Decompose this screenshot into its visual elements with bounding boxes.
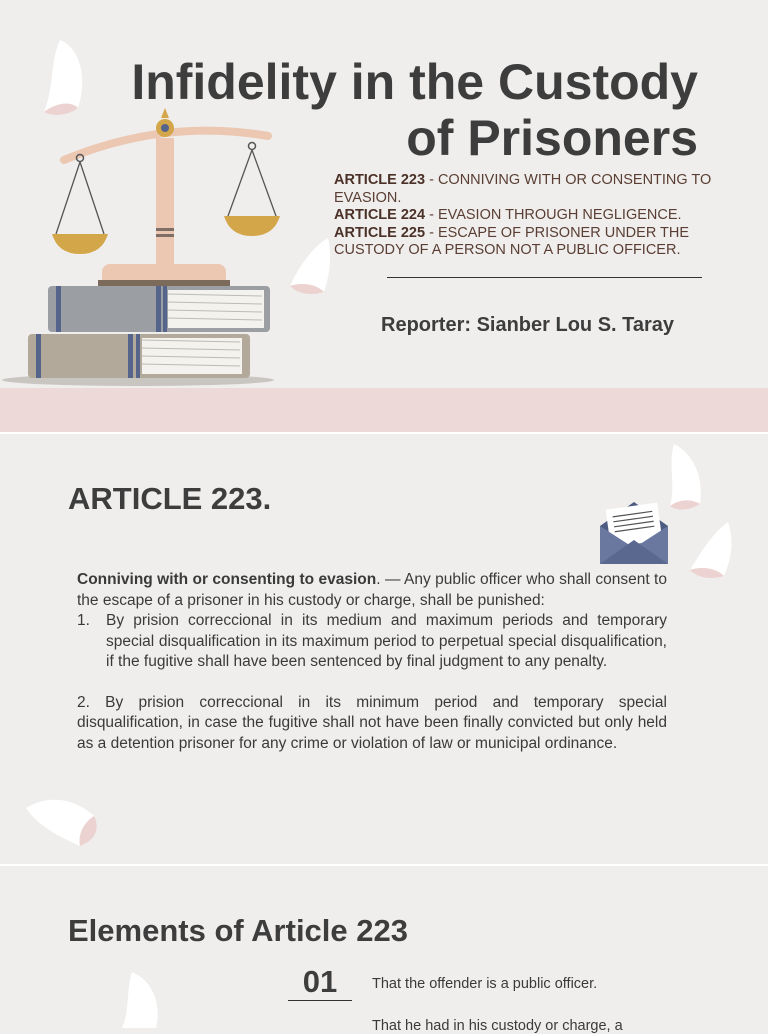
article-item: ARTICLE 224 - EVASION THROUGH NEGLIGENCE. bbox=[334, 207, 682, 223]
elements-slide bbox=[0, 866, 768, 1034]
paper-sheet-icon bbox=[280, 236, 332, 296]
paper-sheet-icon bbox=[664, 442, 710, 512]
article-223-slide bbox=[0, 434, 768, 864]
element-underline bbox=[288, 1000, 352, 1001]
reporter-name: Reporter: Sianber Lou S. Taray bbox=[381, 314, 675, 336]
paper-sheet-icon bbox=[682, 520, 734, 580]
article-item: ARTICLE 225 - ESCAPE OF PRISONER UNDER THE CUSTODY OF A PERSON NOT A PUBLIC OFFICER. bbox=[334, 224, 690, 258]
article-list bbox=[334, 172, 734, 260]
elements-heading: Elements of Article 223 bbox=[68, 913, 408, 948]
title-line-1: Infidelity in the Custody bbox=[131, 54, 698, 110]
article-item: ARTICLE 223 - CONNIVING WITH OR CONSENTING TO EVASION. bbox=[334, 172, 712, 206]
pink-band bbox=[0, 388, 768, 432]
article-body bbox=[77, 570, 667, 754]
paper-sheet-icon bbox=[118, 970, 166, 1030]
list-item: 1. By prision correccional in its medium and maximum periods and temporary special disqualification in its maximum period to perpetual special disqualification, if the fugitive shall have been sentenced by final judgment to any penalty. bbox=[77, 612, 667, 670]
title-slide bbox=[0, 0, 768, 432]
page-title bbox=[58, 54, 698, 166]
article-lead: Conniving with or consenting to evasion. — Any public officer who shall consent to the escape of a prisoner in his custody or charge, shall be punished: bbox=[77, 571, 667, 609]
element-number: 01 bbox=[302, 964, 338, 999]
article-heading: ARTICLE 223. bbox=[68, 481, 272, 516]
paper-sheet-icon bbox=[22, 794, 102, 850]
title-line-2: of Prisoners bbox=[406, 110, 698, 166]
element-text: That he had in his custody or charge, a bbox=[372, 1018, 623, 1034]
divider-line bbox=[387, 277, 702, 278]
books-icon bbox=[0, 282, 280, 392]
list-item: 2. By prision correccional in its minimum period and temporary special disqualification, in case the fugitive shall not have been finally convicted but only held as a detention prisoner for any crime or violation of law or municipal ordinance. bbox=[77, 693, 667, 752]
envelope-icon bbox=[598, 496, 672, 566]
element-text: That the offender is a public officer. bbox=[372, 976, 598, 992]
